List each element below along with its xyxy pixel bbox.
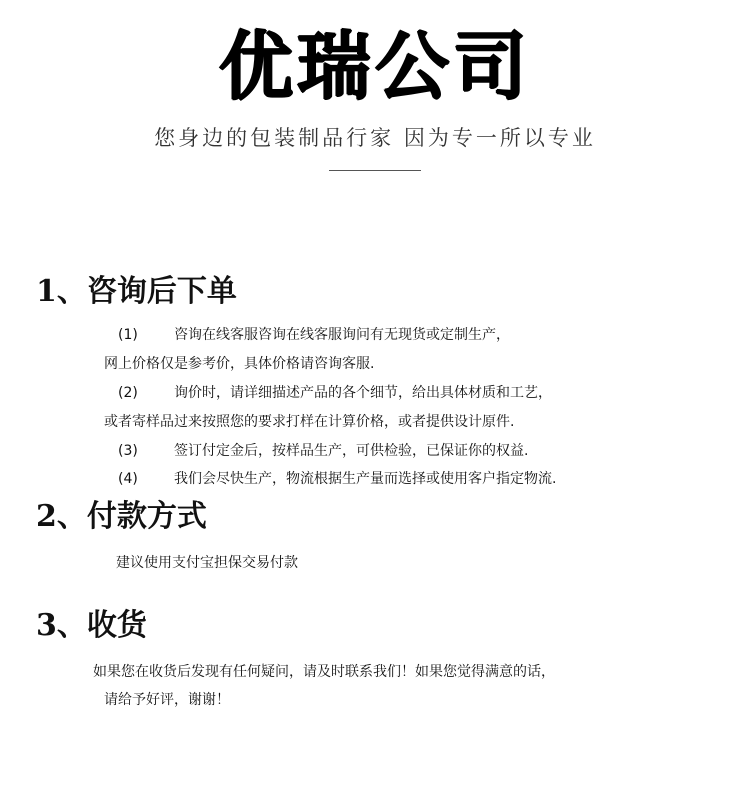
divider: [329, 170, 421, 171]
list-item: [93, 661, 555, 683]
step-text: 询价时，请详细描述产品的各个细节，给出具体材质和工艺，: [174, 385, 552, 401]
section-heading-payment: 2、付款方式: [36, 499, 207, 534]
step-text: 咨询在线客服咨询在线客服询问有无现货或定制生产，: [174, 327, 510, 343]
step-text: 签订付定金后，按样品生产，可供检验，已保证你的权益.: [174, 443, 529, 459]
step-number: (2): [118, 385, 138, 401]
list-item: [116, 552, 298, 574]
receipt-text: 请给予好评，谢谢！: [104, 692, 230, 708]
section-heading-ordering: 1、咨询后下单: [36, 274, 237, 309]
step-text: 或者寄样品过来按照您的要求打样在计算价格，或者提供设计原件.: [104, 414, 515, 430]
list-item: [118, 440, 528, 462]
list-item: [118, 468, 556, 490]
section-heading-receipt: 3、收货: [36, 608, 147, 643]
list-item: [118, 382, 552, 404]
step-number: (1): [118, 327, 138, 343]
list-item: [118, 324, 510, 346]
brand-title: 优瑞公司: [219, 24, 531, 110]
receipt-text: 如果您在收货后发现有任何疑问，请及时联系我们！如果您觉得满意的话，: [93, 664, 555, 680]
payment-text: 建议使用支付宝担保交易付款: [116, 555, 298, 571]
step-text: 我们会尽快生产，物流根据生产量而选择或使用客户指定物流.: [174, 471, 557, 487]
slogan: 您身边的包装制品行家 因为专一所以专业: [154, 126, 596, 150]
step-text: 网上价格仅是参考价，具体价格请咨询客服.: [104, 356, 375, 372]
step-number: (4): [118, 471, 138, 487]
list-item: [104, 353, 374, 375]
list-item: [104, 689, 230, 711]
step-number: (3): [118, 443, 138, 459]
list-item: [104, 411, 514, 433]
